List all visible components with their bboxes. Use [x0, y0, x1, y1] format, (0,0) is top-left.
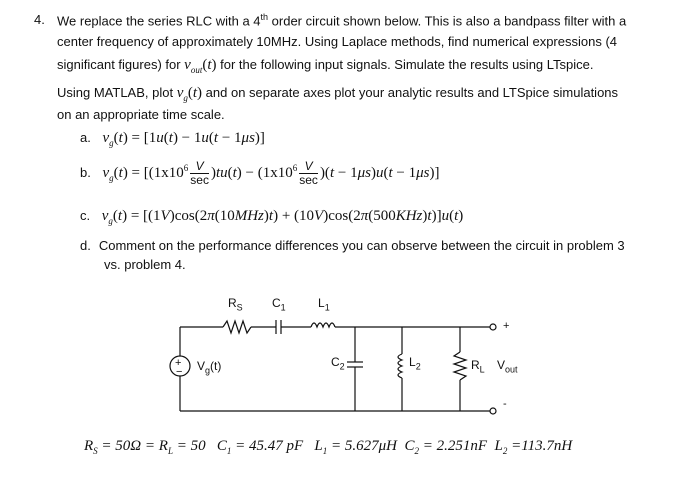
output-terminal-minus	[490, 408, 496, 414]
component-values: $R_S = 50\Omega = R_L = 50$ $C_1 = 45.47$ pF $L_1 = 5.627\mu H$ $C_2 = 2.251nF$ $L_2 =113.7nH$	[84, 438, 573, 456]
inductor-l2	[398, 354, 402, 378]
label-l2: $L_2$	[409, 355, 421, 372]
vg-symbol: $v_g$	[176, 85, 188, 103]
matlab-line-1: Using MATLAB, plot $v_g(t)$ and on separate axes plot your analytic results and LTSpice simulations	[57, 85, 619, 103]
label-rs: $R_S$	[228, 296, 243, 313]
intro-line-3: significant figures) for $v_{out}(t)$ for the following input signals. Simulate the results using LTspice.	[57, 57, 594, 75]
label-vout: $V_{out}$	[497, 358, 518, 375]
label-output-minus: -	[503, 398, 507, 410]
inductor-l1	[311, 323, 335, 327]
resistor-rs	[223, 321, 251, 333]
source-minus-sign: −	[176, 366, 183, 378]
vout-symbol: $v_{out}$	[184, 57, 203, 75]
intro-line-2: center frequency of approximately 10MHz. Using Laplace methods, find numerical expressions (4	[57, 34, 617, 49]
label-c2: $C_2$	[331, 355, 345, 372]
source-plus-sign: +	[175, 357, 182, 369]
output-terminal-plus	[490, 324, 496, 330]
label-vg: $V_g(t)$	[197, 359, 222, 376]
part-c: c. $v_g(t) = [(1V)\cos(2\pi(10MHz)t) + (10V)\cos(2\pi(500KHz)t)]u(t)$	[80, 208, 464, 226]
part-d-continued: vs. problem 4.	[104, 257, 186, 272]
matlab-line-2: on an appropriate time scale.	[57, 107, 225, 122]
label-output-plus: +	[503, 320, 510, 332]
resistor-rl	[454, 352, 466, 380]
label-c1: $C_1$	[272, 296, 286, 313]
part-b: b. $v_g(t) = [(1x10^6$ $\frac{V}{\sec}$ )$tu(t) - (1x10^6$ $\frac{V}{\sec}$ )(t − 1μs)u(t − 1μs)]	[80, 159, 440, 187]
label-l1: $L_1$	[318, 296, 330, 313]
part-d: d. Comment on the performance differences you can observe between the circuit in problem 3	[80, 238, 625, 253]
intro-line-1: We replace the series RLC with a 4th order circuit shown below. This is also a bandpass filter with a	[57, 12, 627, 29]
label-rl: $R_L$	[471, 358, 485, 375]
problem-number: 4.	[34, 12, 45, 27]
part-a: a. $v_g(t) = [1u(t) - 1u(t - 1\mu s)]$	[80, 130, 265, 148]
